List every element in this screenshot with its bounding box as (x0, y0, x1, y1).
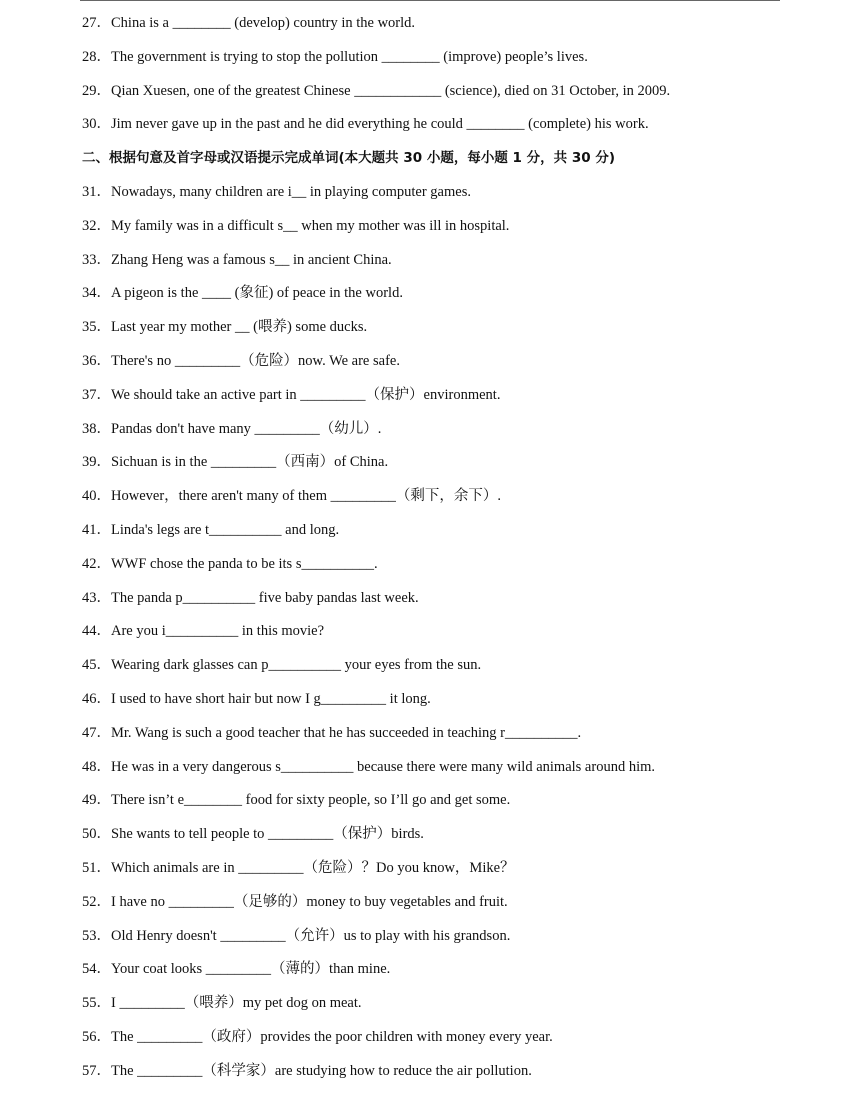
question-text: We should take an active part in _________（保护）environment. (111, 386, 501, 403)
question-number: 31． (82, 183, 111, 200)
question-number: 47． (82, 724, 111, 741)
question-51 (82, 856, 802, 890)
question-number: 40． (82, 488, 111, 505)
question-text: China is a ________ (develop) country in the world. (111, 15, 416, 31)
question-text: Zhang Heng was a famous s__ in ancient China. (111, 251, 392, 268)
question-text: Last year my mother __ (喂养) some ducks. (111, 319, 368, 336)
question-number: 52． (82, 893, 111, 910)
question-text: My family was in a difficult s__ when my mother was ill in hospital. (111, 217, 510, 234)
question-40 (82, 484, 802, 518)
question-34 (82, 281, 802, 315)
question-number: 27． (82, 15, 111, 31)
question-31 (82, 180, 802, 214)
section-heading: 二、根据句意及首字母或汉语提示完成单词(本大题共 30 小题，每小题 1 分，共 30 分) (82, 150, 616, 167)
question-37 (82, 383, 802, 417)
question-number: 57． (82, 1062, 111, 1079)
question-text: He was in a very dangerous s__________ because there were many wild animals around him. (111, 758, 655, 775)
question-text: Pandas don't have many _________（幼儿）. (111, 420, 382, 437)
question-text: Which animals are in _________（危险）？Do you know，Mike？ (111, 859, 515, 876)
question-number: 46． (82, 690, 111, 707)
question-28 (82, 45, 802, 79)
question-30 (82, 112, 802, 146)
question-49 (82, 788, 802, 822)
question-number: 34． (82, 285, 111, 302)
question-text: I _________（喂养）my pet dog on meat. (111, 995, 362, 1012)
question-number: 48． (82, 758, 111, 775)
question-number: 39． (82, 454, 111, 471)
question-41 (82, 518, 802, 552)
question-number: 28． (82, 48, 111, 65)
question-number: 35． (82, 319, 111, 336)
question-number: 32． (82, 217, 111, 234)
question-50 (82, 822, 802, 856)
question-text: Mr. Wang is such a good teacher that he has succeeded in teaching r__________. (111, 724, 582, 741)
question-54 (82, 957, 802, 991)
question-number: 43． (82, 589, 111, 606)
question-number: 53． (82, 927, 111, 944)
question-27 (82, 11, 802, 45)
question-44 (82, 619, 802, 653)
question-number: 44． (82, 623, 111, 640)
question-42 (82, 552, 802, 586)
question-53 (82, 924, 802, 958)
question-52 (82, 890, 802, 924)
question-text: Linda's legs are t__________ and long. (111, 521, 340, 538)
question-29 (82, 79, 802, 113)
question-number: 56． (82, 1028, 111, 1045)
question-47 (82, 721, 802, 755)
question-35 (82, 315, 802, 349)
question-33 (82, 248, 802, 282)
question-number: 37． (82, 386, 111, 403)
question-number: 50． (82, 826, 111, 843)
question-56 (82, 1025, 802, 1059)
question-text: Jim never gave up in the past and he did everything he could ________ (complete) his work. (111, 116, 649, 133)
question-39 (82, 450, 802, 484)
question-text: Nowadays, many children are i__ in playing computer games. (111, 183, 471, 200)
question-number: 30． (82, 116, 111, 133)
question-number: 41． (82, 521, 111, 538)
question-text: I used to have short hair but now I g_________ it long. (111, 690, 431, 707)
question-text: Old Henry doesn't _________（允许）us to play with his grandson. (111, 927, 511, 944)
question-number: 29． (82, 82, 111, 99)
question-text: She wants to tell people to _________（保护）birds. (111, 826, 424, 843)
question-number: 42． (82, 555, 111, 572)
top-rule (80, 0, 780, 1)
question-46 (82, 687, 802, 721)
question-number: 38． (82, 420, 111, 437)
question-text: Are you i__________ in this movie? (111, 623, 325, 640)
question-number: 45． (82, 657, 111, 674)
question-text: Qian Xuesen, one of the greatest Chinese ____________ (science), died on 31 October, in 2009. (111, 82, 671, 99)
question-text: The panda p__________ five baby pandas last week. (111, 589, 419, 606)
question-text: Wearing dark glasses can p__________ your eyes from the sun. (111, 657, 482, 674)
question-38 (82, 417, 802, 451)
question-text: The _________（科学家）are studying how to reduce the air pollution. (111, 1062, 532, 1079)
question-text: There isn’t e________ food for sixty people, so I’ll go and get some. (111, 792, 511, 809)
question-text: Your coat looks _________（薄的）than mine. (111, 961, 391, 978)
question-text: However，there aren't many of them _________（剩下，余下）. (111, 488, 501, 505)
question-45 (82, 653, 802, 687)
question-32 (82, 214, 802, 248)
question-number: 55． (82, 995, 111, 1012)
question-text: There's no _________（危险）now. We are safe. (111, 352, 400, 369)
question-number: 54． (82, 961, 111, 978)
question-text: A pigeon is the ____ (象征) of peace in the world. (111, 285, 403, 302)
question-number: 36． (82, 352, 111, 369)
question-text: WWF chose the panda to be its s__________. (111, 555, 378, 572)
question-57 (82, 1059, 802, 1093)
exam-sheet (82, 11, 802, 1093)
question-number: 51． (82, 859, 111, 876)
question-55 (82, 991, 802, 1025)
question-text: Sichuan is in the _________（西南）of China. (111, 454, 389, 471)
question-43 (82, 586, 802, 620)
question-48 (82, 755, 802, 789)
question-text: The government is trying to stop the pollution ________ (improve) people’s lives. (111, 48, 588, 65)
question-text: The _________（政府）provides the poor children with money every year. (111, 1028, 553, 1045)
question-number: 49． (82, 792, 111, 809)
question-text: I have no _________（足够的）money to buy vegetables and fruit. (111, 893, 508, 910)
question-36 (82, 349, 802, 383)
question-number: 33． (82, 251, 111, 268)
